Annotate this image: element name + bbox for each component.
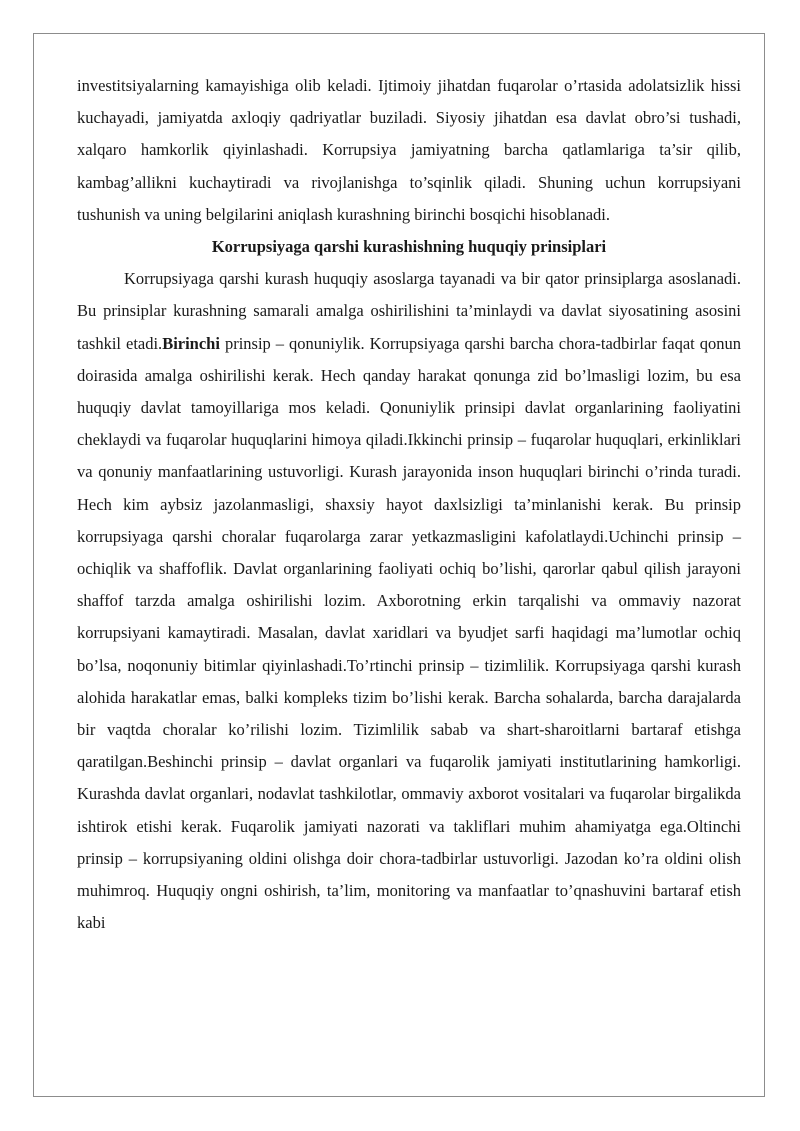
principles-paragraph (77, 263, 741, 939)
bold-word: Birinchi (162, 333, 220, 353)
paragraph-text-rest: prinsip – qonuniylik. Korrupsiyaga qarshi barcha chora-tadbirlar faqat qonun doirasida amalga oshirilishi kerak. Hech qanday harakat qonunga zid bo’lmasligi lozim, bu esa huquqiy davlat tamoyillariga mos keladi. Qonuniylik prinsipi davlat organlarining faoliyatini cheklaydi va fuqarolar huquqlarini himoya qiladi.Ikkinchi prinsip – fuqarolar huquqlari, erkinliklari va qonuniy manfaatlarining ustuvorligi. Kurash jarayonida inson huquqlari birinchi o’rinda turadi. Hech kim aybsiz jazolanmasligi, shaxsiy hayot daxlsizligi ta’minlanishi kerak. Bu prinsip korrupsiyaga qarshi choralar fuqarolarga zarar yetkazmasligini kafolatlaydi.Uchinchi prinsip – ochiqlik va shaffoflik. Davlat organlarining faoliyati ochiq bo’lishi, qarorlar qabul qilish jarayoni shaffof tarzda amalga oshirilishi lozim. Axborotning erkin tarqalishi va ommaviy nazorat korrupsiyani kamaytiradi. Masalan, davlat xaridlari va byudjet sarfi haqidagi ma’lumotlar ochiq bo’lsa, noqonuniy bitimlar qiyinlashadi.To’rtinchi prinsip – tizimlilik. Korrupsiyaga qarshi kurash alohida harakatlar emas, balki kompleks tizim bo’lishi kerak. Barcha sohalarda, barcha darajalarda bir vaqtda choralar ko’rilishi lozim. Tizimlilik sabab va shart-sharoitlarni bartaraf etishga qaratilgan.Beshinchi prinsip – davlat organlari va fuqarolik jamiyati institutlarining hamkorligi. Kurashda davlat organlari, nodavlat tashkilotlar, ommaviy axborot vositalari va fuqarolar birgalikda ishtirok etishi kerak. Fuqarolik jamiyati nazorati va takliflari muhim ahamiyatga ega.Oltinchi prinsip – korrupsiyaning oldini olishga doir chora-tadbirlar ustuvorligi. Jazodan ko’ra oldini olish muhimroq. Huquqiy ongni oshirish, ta’lim, monitoring va manfaatlar to’qnashuvini bartaraf etish kabi (77, 333, 741, 933)
paragraph-text-start: Korrupsiyaga qarshi kurash huquqiy asoslarga tayanadi va bir qator prinsiplarga asoslanadi. Bu prinsiplar kurashning samarali amalga oshirilishini ta’minlaydi va davlat siyosatining asosini tashkil etadi. (77, 269, 741, 353)
section-heading: Korrupsiyaga qarshi kurashishning huquqiy prinsiplari (211, 237, 607, 257)
intro-paragraph: investitsiyalarning kamayishiga olib keladi. Ijtimoiy jihatdan fuqarolar o’rtasida adolatsizlik hissi kuchayadi, jamiyatda axloqiy qadriyatlar buziladi. Siyosiy jihatdan esa davlat obro’si tushadi, xalqaro hamkorlik qiyinlashadi. Korrupsiya jamiyatning barcha qatlamlariga ta’sir qilib, kambag’allikni kuchaytiradi va rivojlanishga to’sqinlik qiladi. Shuning uchun korrupsiyani tushunish va uning belgilarini aniqlash kurashning birinchi bosqichi hisoblanadi. (77, 76, 741, 224)
document-body (77, 70, 741, 939)
